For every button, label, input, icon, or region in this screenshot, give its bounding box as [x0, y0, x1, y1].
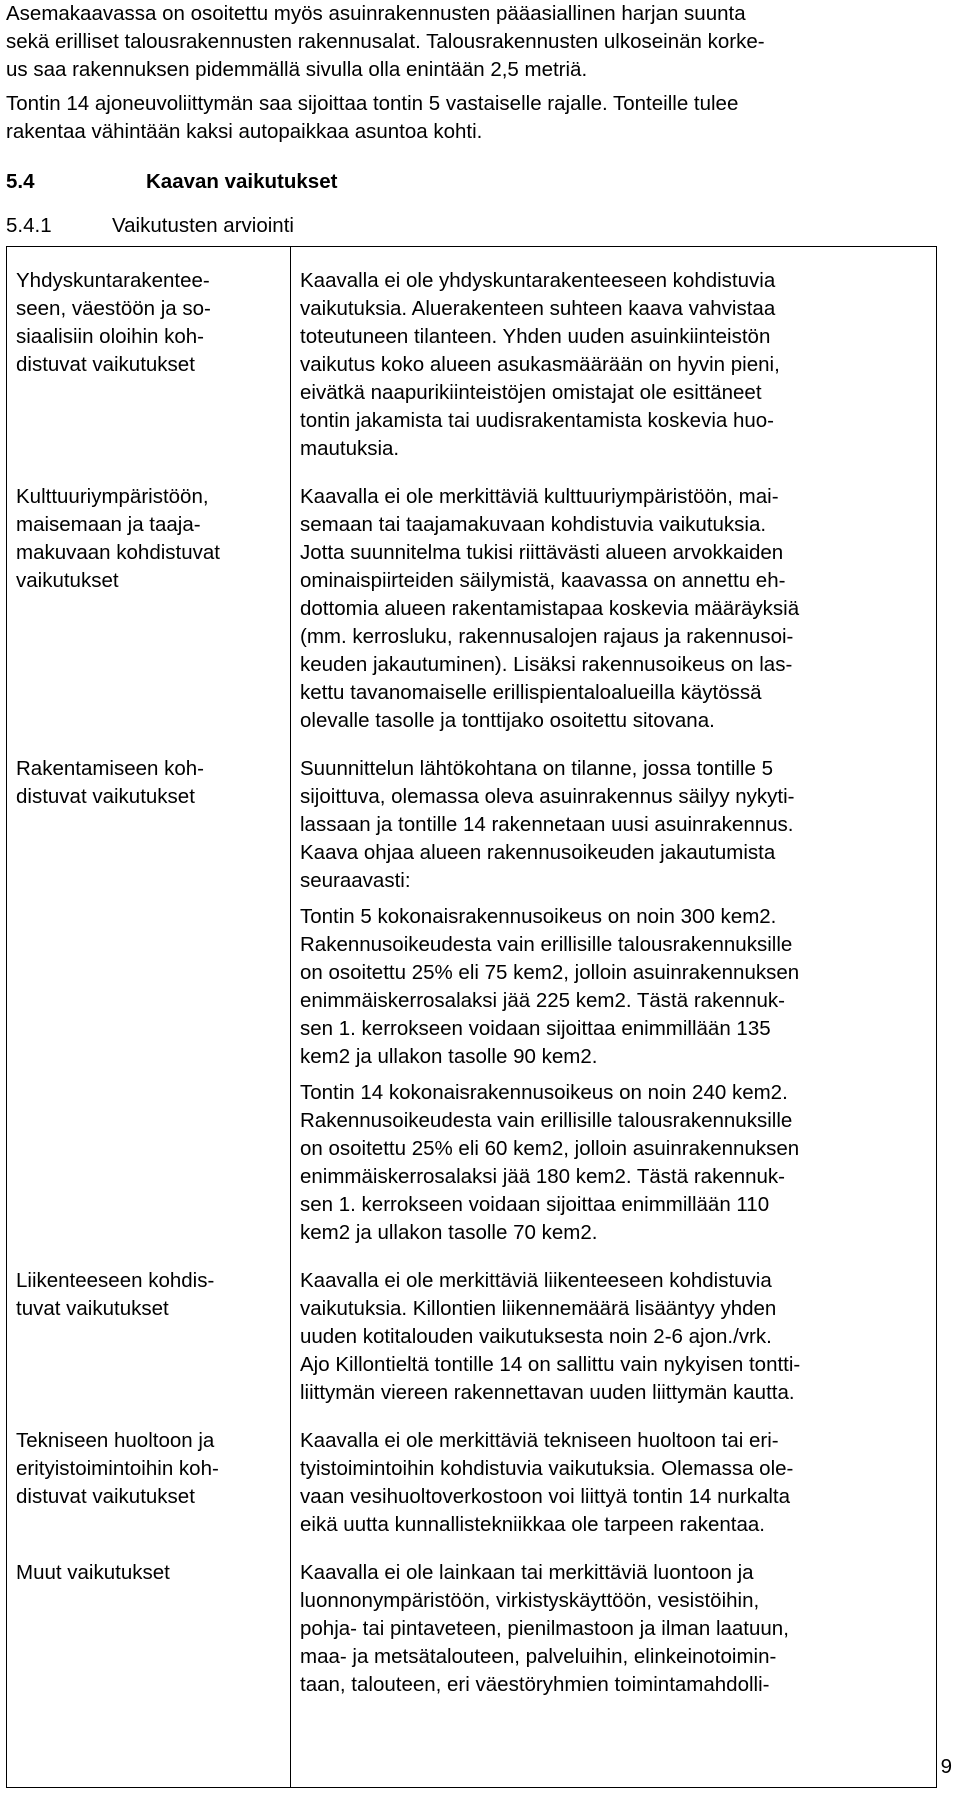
description-paragraph — [300, 1427, 928, 1539]
text-line: Kaava ohjaa alueen rakennusoikeuden jakautumista — [300, 841, 776, 864]
label-line: Yhdyskuntarakentee- — [16, 269, 210, 292]
impact-category-cell — [7, 247, 291, 484]
impact-category-cell — [7, 483, 291, 755]
label-line: Tekniseen huoltoon ja — [16, 1429, 215, 1452]
text-line: Rakennusoikeudesta vain erillisille talousrakennuksille — [300, 933, 793, 956]
text-line: liittymän viereen rakennettavan uuden liittymän kautta. — [300, 1381, 795, 1404]
label-line: Kulttuuriympäristöön, — [16, 485, 209, 508]
text-line: enimmäiskerrosalaksi jää 225 kem2. Tästä rakennuk- — [300, 989, 786, 1012]
impact-description-cell — [291, 1559, 937, 1788]
text-line: uuden kotitalouden vaikutuksesta noin 2-6 ajon./vrk. — [300, 1325, 772, 1348]
label-line: distuvat vaikutukset — [16, 353, 195, 376]
text-line: Asemakaavassa on osoitettu myös asuinrakennusten pääasiallinen harjan suunta — [6, 2, 746, 25]
impact-description-cell — [291, 247, 937, 484]
label-line: maisemaan ja taaja- — [16, 513, 201, 536]
label-line: erityistoimintoihin koh- — [16, 1457, 219, 1480]
impact-description-cell — [291, 483, 937, 755]
text-line: semaan tai taajamakuvaan kohdistuvia vaikutuksia. — [300, 513, 767, 536]
table-row — [7, 1559, 937, 1788]
table-row — [7, 247, 937, 484]
label-line: makuvaan kohdistuvat — [16, 541, 220, 564]
description-paragraph — [300, 1079, 928, 1247]
text-line: keuden jakautuminen). Lisäksi rakennusoikeus on las- — [300, 653, 793, 676]
text-line: Jotta suunnitelma tukisi riittävästi alueen arvokkaiden — [300, 541, 784, 564]
description-paragraph — [300, 1267, 928, 1407]
subsection-heading — [6, 212, 294, 240]
description-paragraph — [300, 267, 928, 463]
text-line: mautuksia. — [300, 437, 400, 460]
table-row — [7, 483, 937, 755]
text-line: rakentaa vähintään kaksi autopaikkaa asuntoa kohti. — [6, 120, 483, 143]
label-line: seen, väestöön ja so- — [16, 297, 211, 320]
text-line: Ajo Killontieltä tontille 14 on sallittu vain nykyisen tontti- — [300, 1353, 801, 1376]
description-paragraph — [300, 1559, 928, 1699]
text-line: eivätkä naapurikiinteistöjen omistajat ole esittäneet — [300, 381, 762, 404]
text-line: enimmäiskerrosalaksi jää 180 kem2. Tästä rakennuk- — [300, 1165, 786, 1188]
impact-assessment-table — [6, 246, 937, 1788]
label-line: distuvat vaikutukset — [16, 1485, 195, 1508]
text-line: taan, talouteen, eri väestöryhmien toimintamahdolli- — [300, 1673, 770, 1696]
label-line: Muut vaikutukset — [16, 1561, 170, 1584]
impact-category-cell — [7, 755, 291, 1267]
subsection-number: 5.4.1 — [6, 214, 52, 237]
impact-category-cell — [7, 1267, 291, 1427]
text-line: Kaavalla ei ole merkittäviä liikenteeseen kohdistuvia — [300, 1269, 772, 1292]
text-line: on osoitettu 25% eli 75 kem2, jolloin asuinrakennuksen — [300, 961, 800, 984]
subsection-title: Vaikutusten arviointi — [112, 214, 294, 237]
text-line: kettu tavanomaiselle erillispientaloalueilla käytössä — [300, 681, 762, 704]
label-line: tuvat vaikutukset — [16, 1297, 169, 1320]
text-line: us saa rakennuksen pidemmällä sivulla olla enintään 2,5 metriä. — [6, 58, 588, 81]
text-line: kem2 ja ullakon tasolle 90 kem2. — [300, 1045, 598, 1068]
text-line: eikä uutta kunnallistekniikkaa ole tarpeen rakentaa. — [300, 1513, 765, 1536]
label-line: siaalisiin oloihin koh- — [16, 325, 205, 348]
table-row — [7, 755, 937, 1267]
text-line: dottomia alueen rakentamistapaa koskevia määräyksiä — [300, 597, 800, 620]
table-row — [7, 1267, 937, 1427]
text-line: maa- ja metsätalouteen, palveluihin, elinkeinotoimin- — [300, 1645, 777, 1668]
label-line: vaikutukset — [16, 569, 119, 592]
text-line: luonnonympäristöön, virkistyskäyttöön, vesistöihin, — [300, 1589, 760, 1612]
text-line: vaikutuksia. Aluerakenteen suhteen kaava vahvistaa — [300, 297, 776, 320]
impact-description-cell — [291, 1427, 937, 1559]
text-line: vaikutus koko alueen asukasmäärään on hyvin pieni, — [300, 353, 780, 376]
impact-category-cell — [7, 1427, 291, 1559]
intro-paragraph-1 — [6, 0, 936, 84]
text-line: toteutuneen tilanteen. Yhden uuden asuinkiinteistön — [300, 325, 771, 348]
impact-description-cell — [291, 755, 937, 1267]
text-line: lassaan ja tontille 14 rakennetaan uusi asuinrakennus. — [300, 813, 794, 836]
impact-category-cell — [7, 1559, 291, 1788]
text-line: seuraavasti: — [300, 869, 411, 892]
text-line: Tontin 5 kokonaisrakennusoikeus on noin 300 kem2. — [300, 905, 777, 928]
section-heading — [6, 168, 337, 196]
text-line: Tontin 14 ajoneuvoliittymän saa sijoittaa tontin 5 vastaiselle rajalle. Tonteille tulee — [6, 92, 739, 115]
text-line: Tontin 14 kokonaisrakennusoikeus on noin 240 kem2. — [300, 1081, 788, 1104]
section-title: Kaavan vaikutukset — [146, 170, 338, 193]
text-line: tontin jakamista tai uudisrakentamista koskevia huo- — [300, 409, 775, 432]
text-line: Kaavalla ei ole lainkaan tai merkittäviä luontoon ja — [300, 1561, 754, 1584]
text-line: sekä erilliset talousrakennusten rakennusalat. Talousrakennusten ulkoseinän korke- — [6, 30, 765, 53]
text-line: olevalle tasolle ja tonttijako osoitettu sitovana. — [300, 709, 715, 732]
text-line: Kaavalla ei ole yhdyskuntarakenteeseen kohdistuvia — [300, 269, 776, 292]
label-line: Rakentamiseen koh- — [16, 757, 205, 780]
text-line: Kaavalla ei ole merkittäviä tekniseen huoltoon tai eri- — [300, 1429, 779, 1452]
intro-paragraph-2 — [6, 90, 936, 146]
table-row — [7, 1427, 937, 1559]
text-line: (mm. kerrosluku, rakennusalojen rajaus ja rakennusoi- — [300, 625, 794, 648]
page-number: 9 — [940, 1755, 952, 1778]
text-line: tyistoimintoihin kohdistuvia vaikutuksia. Olemassa ole- — [300, 1457, 794, 1480]
text-line: vaan vesihuoltoverkostoon voi liittyä tontin 14 nurkalta — [300, 1485, 791, 1508]
description-paragraph — [300, 483, 928, 735]
text-line: on osoitettu 25% eli 60 kem2, jolloin asuinrakennuksen — [300, 1137, 800, 1160]
label-line: Liikenteeseen kohdis- — [16, 1269, 215, 1292]
text-line: sen 1. kerrokseen voidaan sijoittaa enimmillään 135 — [300, 1017, 771, 1040]
description-paragraph — [300, 903, 928, 1071]
text-line: kem2 ja ullakon tasolle 70 kem2. — [300, 1221, 598, 1244]
text-line: vaikutuksia. Killontien liikennemäärä lisääntyy yhden — [300, 1297, 777, 1320]
text-line: ominaispiirteiden säilymistä, kaavassa on annettu eh- — [300, 569, 786, 592]
text-line: Kaavalla ei ole merkittäviä kulttuuriympäristöön, mai- — [300, 485, 779, 508]
text-line: sijoittuva, olemassa oleva asuinrakennus säilyy nykyti- — [300, 785, 795, 808]
text-line: pohja- tai pintaveteen, pienilmastoon ja ilman laatuun, — [300, 1617, 789, 1640]
text-line: Suunnittelun lähtökohtana on tilanne, jossa tontille 5 — [300, 757, 773, 780]
text-line: Rakennusoikeudesta vain erillisille talousrakennuksille — [300, 1109, 793, 1132]
description-paragraph — [300, 755, 928, 895]
section-number: 5.4 — [6, 170, 35, 193]
impact-description-cell — [291, 1267, 937, 1427]
label-line: distuvat vaikutukset — [16, 785, 195, 808]
text-line: sen 1. kerrokseen voidaan sijoittaa enimmillään 110 — [300, 1193, 770, 1216]
